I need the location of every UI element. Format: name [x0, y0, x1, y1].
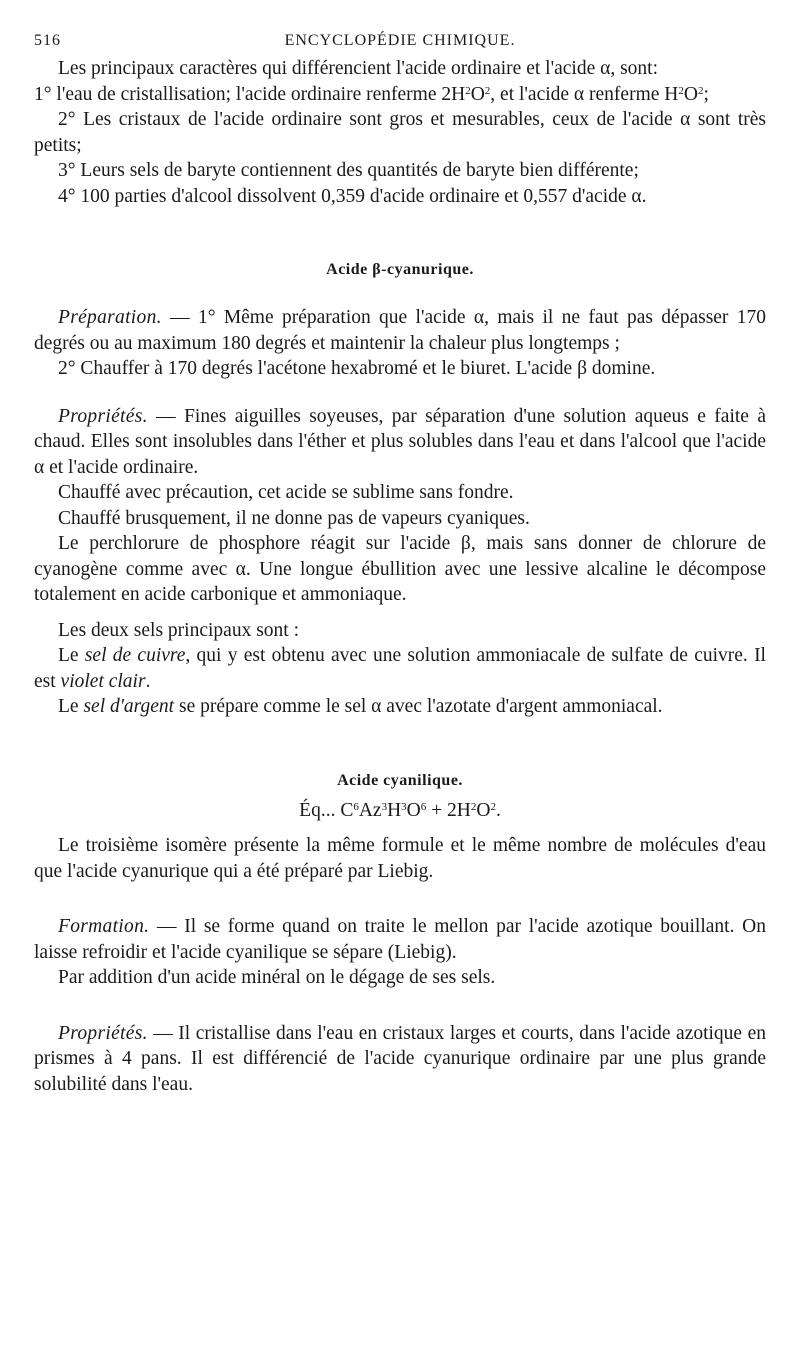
beta-preparation-2: 2° Chauffer à 170 degrés l'acétone hexabromé et le biuret. L'acide β domine. — [58, 358, 656, 379]
cyanilic-intro: Le troisième isomère présente la même formule et le même nombre de molécules d'eau que l'acide cyanurique qui a été préparé par Liebig. — [34, 835, 766, 882]
cyanilic-properties-label: Propriétés. — [58, 1022, 148, 1044]
intro-item-2: 2° Les cristaux de l'acide ordinaire sont gros et mesurables, ceux de l'acide α sont très petits; — [34, 109, 766, 156]
intro-line: Les principaux caractères qui différencient l'acide ordinaire et l'acide α, sont: — [58, 58, 658, 79]
beta-preparation: Préparation. — 1° Même préparation que l'acide α, mais il ne faut pas dépasser 170 degrés ou au maximum 180 degrés et maintenir la chaleur plus longtemps ; — [34, 307, 766, 354]
formation-label: Formation. — [58, 916, 150, 937]
section-heading-cyanilic: Acide cyanilique. — [337, 771, 463, 789]
cyanilic-formation-2: Par addition d'un acide minéral on le dégage de ses sels. — [58, 967, 496, 988]
beta-no-vapors: Chauffé brusquement, il ne donne pas de vapeurs cyaniques. — [58, 507, 530, 529]
preparation-label: Préparation. — [58, 307, 162, 328]
beta-salts-intro: Les deux sels principaux sont : — [58, 619, 299, 641]
intro-item-4: 4° 100 parties d'alcool dissolvent 0,359 d'acide ordinaire et 0,557 d'acide α. — [58, 185, 647, 207]
beta-silver-salt: Le sel d'argent se prépare comme le sel α avec l'azotate d'argent ammoniacal. — [58, 696, 663, 717]
cyanilic-properties: Propriétés. — Il cristallise dans l'eau en cristaux larges et courts, dans l'acide azotique en prismes à 4 pans. Il est différencié de l'acide cyanurique ordinaire par une plus grande solubilité dans l'eau. — [34, 1022, 766, 1095]
intro-item-3: 3° Leurs sels de baryte contiennent des quantités de baryte bien différente; — [58, 160, 639, 181]
intro-item-1: 1° l'eau de cristallisation; l'acide ordinaire renferme $2H^2O^2$, et l'acide α renferme $H^2O^2$; — [34, 83, 709, 105]
beta-perchloride: Le perchlorure de phosphore réagit sur l'acide β, mais sans donner de chlorure de cyanogène comme avec α. Une longue ébullition avec une lessive alcaline le décompose totalement en acide carbonique et ammoniaque. — [34, 533, 766, 605]
page-number: 516 — [34, 32, 61, 49]
section-heading-beta: Acide β-cyanurique. — [326, 261, 474, 278]
cyanilic-formation: Formation. — Il se forme quand on traite le mellon par l'acide azotique bouillant. On laisse refroidir et l'acide cyanilique se sépare (Liebig). — [34, 916, 766, 963]
running-header — [34, 28, 766, 54]
beta-properties: Propriétés. — Fines aiguilles soyeuses, par séparation d'une solution aqueus e faite à chaud. Elles sont insolubles dans l'éther et plus solubles dans l'eau et dans l'alcool que l'acide α et l'acide ordinaire. — [34, 405, 766, 478]
running-title: ENCYCLOPÉDIE CHIMIQUE. — [284, 32, 516, 49]
beta-copper-salt: Le sel de cuivre, qui y est obtenu avec une solution ammoniacale de sulfate de cuivre. Il est violet clair. — [34, 645, 766, 692]
beta-sublimation: Chauffé avec précaution, cet acide se sublime sans fondre. — [58, 482, 514, 503]
cyanilic-formula: Éq... $C^6Az^3H^3O^6 + 2H^2O^2$. — [299, 799, 501, 821]
properties-label: Propriétés. — [58, 405, 148, 427]
